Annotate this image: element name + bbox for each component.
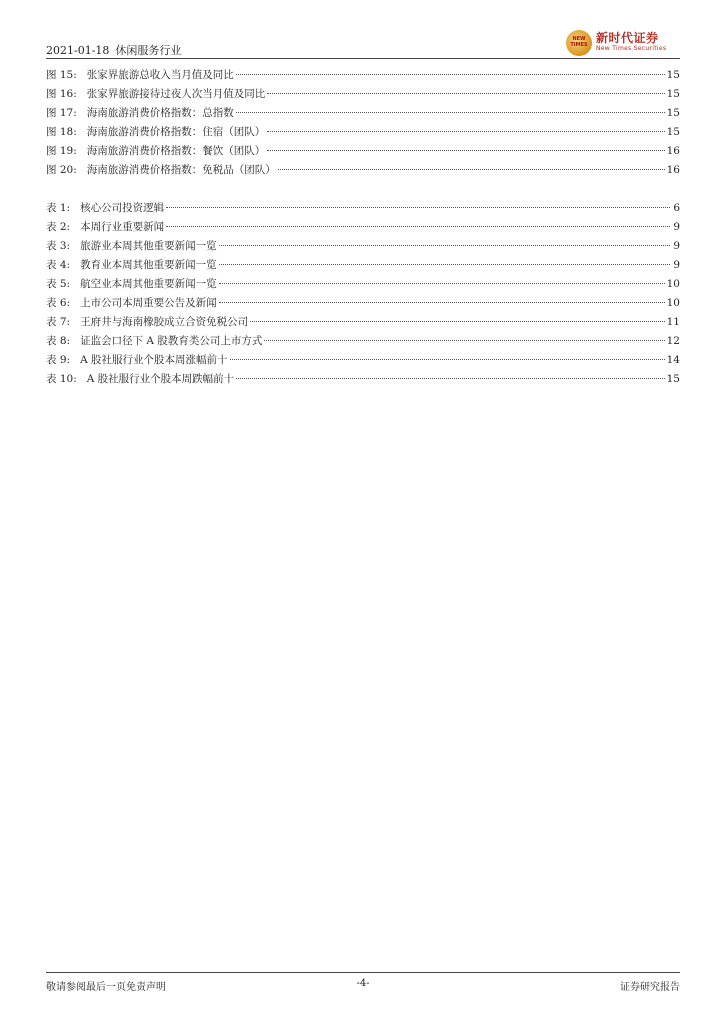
leader-dots: [264, 340, 664, 341]
entry-label: 表 4:: [46, 259, 71, 271]
leader-dots: [267, 131, 664, 132]
leader-dots: [219, 283, 665, 284]
entry-label: 图 20:: [46, 164, 77, 176]
entry-title: 上市公司本周重要公告及新闻: [80, 297, 217, 309]
entry-label: 图 15:: [46, 69, 77, 81]
company-logo: [566, 30, 678, 56]
page-number: -4-: [356, 978, 370, 989]
toc-entry[interactable]: [46, 142, 680, 161]
header-divider: [46, 58, 680, 59]
entry-page: 15: [666, 373, 680, 385]
toc-entry[interactable]: [46, 351, 680, 370]
toc-entry[interactable]: [46, 275, 680, 294]
entry-title: 海南旅游消费价格指数：总指数: [86, 107, 234, 119]
leader-dots: [166, 207, 670, 208]
entry-label: 表 2:: [46, 221, 71, 233]
page-footer: [46, 978, 680, 994]
disclaimer-note: 敬请参阅最后一页免责声明: [46, 982, 166, 993]
toc-entry[interactable]: [46, 313, 680, 332]
leader-dots: [236, 378, 664, 379]
entry-title: 核心公司投资逻辑: [80, 202, 165, 214]
toc-entry[interactable]: [46, 332, 680, 351]
entry-label: 表 1:: [46, 202, 71, 214]
entry-label: 图 18:: [46, 126, 77, 138]
entry-title: A 股社服行业个股本周跌幅前十: [86, 373, 235, 385]
entry-title: 海南旅游消费价格指数：免税品（团队）: [86, 164, 276, 176]
entry-label: 表 8:: [46, 335, 71, 347]
entry-page: 15: [666, 88, 680, 100]
leader-dots: [230, 359, 665, 360]
entry-title: 海南旅游消费价格指数：住宿（团队）: [86, 126, 266, 138]
leader-dots: [267, 93, 664, 94]
entry-page: 15: [666, 126, 680, 138]
entry-page: 9: [673, 259, 680, 271]
toc-entry[interactable]: [46, 85, 680, 104]
entry-label: 表 9:: [46, 354, 71, 366]
entry-page: 6: [673, 202, 680, 214]
page-header: [46, 28, 680, 58]
leader-dots: [278, 169, 665, 170]
leader-dots: [219, 264, 670, 265]
entry-page: 10: [666, 297, 680, 309]
entry-title: 航空业本周其他重要新闻一览: [80, 278, 217, 290]
entry-page: 15: [666, 107, 680, 119]
entry-title: 本周行业重要新闻: [80, 221, 165, 233]
toc-entry[interactable]: [46, 294, 680, 313]
report-date: 2021-01-18: [46, 44, 110, 57]
logo-english-name: New Times Securities: [596, 45, 667, 52]
entry-page: 10: [666, 278, 680, 290]
industry-name: 休闲服务行业: [115, 44, 182, 57]
leader-dots: [250, 321, 665, 322]
leader-dots: [267, 150, 664, 151]
toc-entry[interactable]: [46, 161, 680, 180]
table-list: [46, 199, 680, 389]
entry-page: 16: [666, 145, 680, 157]
entry-page: 12: [666, 335, 680, 347]
entry-title: A 股社服行业个股本周涨幅前十: [80, 354, 228, 366]
entry-page: 11: [666, 316, 680, 328]
entry-title: 王府井与海南橡胶成立合资免税公司: [80, 316, 249, 328]
entry-title: 证监会口径下 A 股教育类公司上市方式: [80, 335, 263, 347]
entry-label: 图 16:: [46, 88, 77, 100]
entry-label: 表 5:: [46, 278, 71, 290]
logo-badge-icon: NEW TIMES: [566, 30, 592, 56]
entry-title: 海南旅游消费价格指数：餐饮（团队）: [86, 145, 266, 157]
toc-entry[interactable]: [46, 370, 680, 389]
entry-label: 表 3:: [46, 240, 71, 252]
entry-title: 旅游业本周其他重要新闻一览: [80, 240, 217, 252]
entry-page: 15: [666, 69, 680, 81]
entry-page: 16: [666, 164, 680, 176]
leader-dots: [219, 302, 665, 303]
leader-dots: [219, 245, 670, 246]
report-type: 证券研究报告: [620, 982, 680, 993]
entry-title: 张家界旅游总收入当月值及同比: [86, 69, 234, 81]
toc-entry[interactable]: [46, 218, 680, 237]
toc-entry[interactable]: [46, 66, 680, 85]
entry-page: 9: [673, 221, 680, 233]
entry-label: 表 6:: [46, 297, 71, 309]
entry-title: 教育业本周其他重要新闻一览: [80, 259, 217, 271]
leader-dots: [166, 226, 670, 227]
header-info: [46, 42, 181, 58]
logo-chinese-name: 新时代证券: [596, 31, 659, 45]
entry-page: 14: [666, 354, 680, 366]
footer-divider: [46, 972, 680, 973]
entry-title: 张家界旅游接待过夜人次当月值及同比: [86, 88, 266, 100]
entry-label: 表 10:: [46, 373, 77, 385]
entry-label: 表 7:: [46, 316, 71, 328]
toc-entry[interactable]: [46, 199, 680, 218]
entry-page: 9: [673, 240, 680, 252]
entry-label: 图 17:: [46, 107, 77, 119]
leader-dots: [236, 112, 665, 113]
toc-entry[interactable]: [46, 104, 680, 123]
toc-entry[interactable]: [46, 123, 680, 142]
leader-dots: [236, 74, 665, 75]
entry-label: 图 19:: [46, 145, 77, 157]
figure-list: [46, 66, 680, 180]
toc-entry[interactable]: [46, 256, 680, 275]
toc-entry[interactable]: [46, 237, 680, 256]
